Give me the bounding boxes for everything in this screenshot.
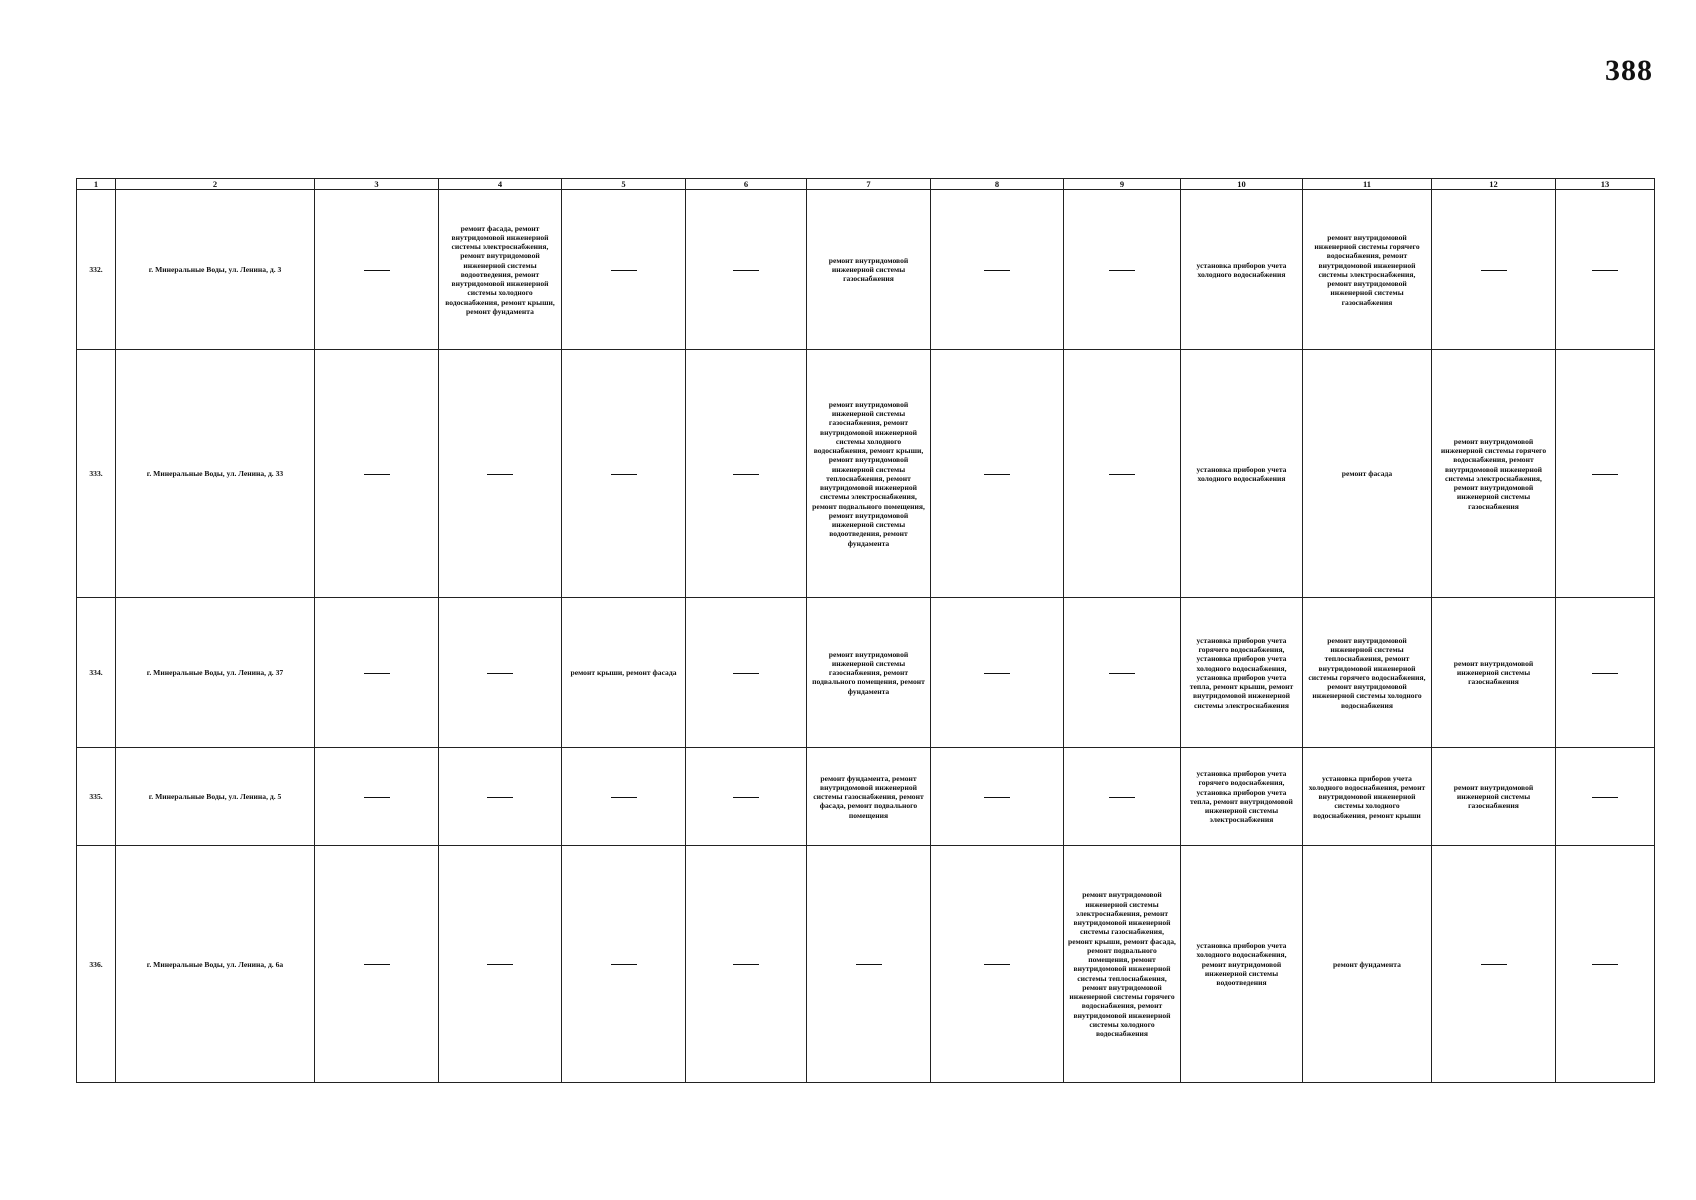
dash-mark bbox=[1592, 270, 1618, 271]
column-header: 11 bbox=[1303, 179, 1432, 190]
dash-mark bbox=[984, 964, 1010, 965]
empty-cell bbox=[562, 748, 686, 846]
empty-cell bbox=[1064, 350, 1181, 598]
work-description-cell: установка приборов учета холодного водоснабжения, ремонт внутридомовой инженерной системы холодного водоснабжения, ремонт крыши bbox=[1303, 748, 1432, 846]
address-cell: г. Минеральные Воды, ул. Ленина, д. 33 bbox=[116, 350, 315, 598]
empty-cell bbox=[1064, 598, 1181, 748]
dash-mark bbox=[364, 270, 390, 271]
work-description-cell: ремонт внутридомовой инженерной системы горячего водоснабжения, ремонт внутридомовой инженерной системы электроснабжения, ремонт внутридомовой инженерной системы газоснабжения bbox=[1432, 350, 1556, 598]
empty-cell bbox=[315, 846, 439, 1083]
empty-cell bbox=[931, 846, 1064, 1083]
column-header: 3 bbox=[315, 179, 439, 190]
dash-mark bbox=[1481, 964, 1507, 965]
empty-cell bbox=[315, 598, 439, 748]
row-number: 334. bbox=[77, 598, 116, 748]
dash-mark bbox=[1592, 964, 1618, 965]
column-header: 5 bbox=[562, 179, 686, 190]
work-description-cell: ремонт внутридомовой инженерной системы теплоснабжения, ремонт внутридомовой инженерной системы горячего водоснабжения, ремонт внутридомовой инженерной системы холодного водоснабжения bbox=[1303, 598, 1432, 748]
dash-mark bbox=[611, 474, 637, 475]
empty-cell bbox=[1432, 846, 1556, 1083]
dash-mark bbox=[1109, 797, 1135, 798]
column-header: 4 bbox=[439, 179, 562, 190]
repair-schedule-table bbox=[76, 178, 1655, 1083]
row-number: 332. bbox=[77, 190, 116, 350]
dash-mark bbox=[364, 673, 390, 674]
empty-cell bbox=[1432, 190, 1556, 350]
dash-mark bbox=[733, 797, 759, 798]
empty-cell bbox=[931, 598, 1064, 748]
column-header: 2 bbox=[116, 179, 315, 190]
empty-cell bbox=[439, 748, 562, 846]
column-header: 13 bbox=[1556, 179, 1655, 190]
work-description-cell: ремонт фасада bbox=[1303, 350, 1432, 598]
table-row bbox=[77, 748, 1655, 846]
empty-cell bbox=[439, 598, 562, 748]
dash-mark bbox=[364, 797, 390, 798]
work-description-cell: ремонт внутридомовой инженерной системы газоснабжения bbox=[807, 190, 931, 350]
empty-cell bbox=[562, 350, 686, 598]
address-cell: г. Минеральные Воды, ул. Ленина, д. 5 bbox=[116, 748, 315, 846]
empty-cell bbox=[562, 190, 686, 350]
work-description-cell: ремонт внутридомовой инженерной системы электроснабжения, ремонт внутридомовой инженерной системы газоснабжения, ремонт крыши, ремонт фасада, ремонт подвального помещения, ремонт внутридомовой инженерной системы теплоснабжения, ремонт внутридомовой инженерной системы горячего водоснабжения, ремонт внутридомовой инженерной системы холодного водоснабжения bbox=[1064, 846, 1181, 1083]
empty-cell bbox=[686, 190, 807, 350]
empty-cell bbox=[439, 846, 562, 1083]
dash-mark bbox=[487, 797, 513, 798]
empty-cell bbox=[686, 846, 807, 1083]
work-description-cell: ремонт внутридомовой инженерной системы газоснабжения bbox=[1432, 748, 1556, 846]
dash-mark bbox=[1592, 797, 1618, 798]
column-header: 7 bbox=[807, 179, 931, 190]
dash-mark bbox=[364, 474, 390, 475]
empty-cell bbox=[686, 350, 807, 598]
column-header: 12 bbox=[1432, 179, 1556, 190]
row-number: 335. bbox=[77, 748, 116, 846]
empty-cell bbox=[1556, 846, 1655, 1083]
dash-mark bbox=[611, 964, 637, 965]
work-description-cell: установка приборов учета холодного водоснабжения, ремонт внутридомовой инженерной системы водоотведения bbox=[1181, 846, 1303, 1083]
empty-cell bbox=[315, 350, 439, 598]
address-cell: г. Минеральные Воды, ул. Ленина, д. 37 bbox=[116, 598, 315, 748]
row-number: 336. bbox=[77, 846, 116, 1083]
work-description-cell: ремонт крыши, ремонт фасада bbox=[562, 598, 686, 748]
work-description-cell: ремонт внутридомовой инженерной системы газоснабжения, ремонт подвального помещения, ремонт фундамента bbox=[807, 598, 931, 748]
empty-cell bbox=[315, 748, 439, 846]
page-number: 388 bbox=[1605, 54, 1653, 87]
dash-mark bbox=[611, 797, 637, 798]
work-description-cell: ремонт фундамента bbox=[1303, 846, 1432, 1083]
empty-cell bbox=[807, 846, 931, 1083]
empty-cell bbox=[931, 350, 1064, 598]
dash-mark bbox=[984, 797, 1010, 798]
empty-cell bbox=[1556, 190, 1655, 350]
dash-mark bbox=[856, 964, 882, 965]
dash-mark bbox=[1592, 673, 1618, 674]
work-description-cell: ремонт фасада, ремонт внутридомовой инженерной системы электроснабжения, ремонт внутридомовой инженерной системы водоотведения, ремонт внутридомовой инженерной системы холодного водоснабжения, ремонт крыши, ремонт фундамента bbox=[439, 190, 562, 350]
dash-mark bbox=[984, 474, 1010, 475]
empty-cell bbox=[1556, 598, 1655, 748]
dash-mark bbox=[733, 474, 759, 475]
table-row bbox=[77, 350, 1655, 598]
dash-mark bbox=[1109, 474, 1135, 475]
dash-mark bbox=[733, 673, 759, 674]
empty-cell bbox=[1064, 190, 1181, 350]
column-header: 6 bbox=[686, 179, 807, 190]
empty-cell bbox=[1556, 350, 1655, 598]
empty-cell bbox=[686, 598, 807, 748]
dash-mark bbox=[611, 270, 637, 271]
column-number-header bbox=[77, 179, 1655, 190]
empty-cell bbox=[1064, 748, 1181, 846]
column-header: 9 bbox=[1064, 179, 1181, 190]
work-description-cell: ремонт внутридомовой инженерной системы газоснабжения, ремонт внутридомовой инженерной системы холодного водоснабжения, ремонт крыши, ремонт внутридомовой инженерной системы теплоснабжения, ремонт внутридомовой инженерной системы электроснабжения, ремонт подвального помещения, ремонт внутридомовой инженерной системы водоотведения, ремонт фундамента bbox=[807, 350, 931, 598]
work-description-cell: установка приборов учета холодного водоснабжения bbox=[1181, 350, 1303, 598]
address-cell: г. Минеральные Воды, ул. Ленина, д. 3 bbox=[116, 190, 315, 350]
dash-mark bbox=[1481, 270, 1507, 271]
empty-cell bbox=[315, 190, 439, 350]
empty-cell bbox=[1556, 748, 1655, 846]
dash-mark bbox=[984, 673, 1010, 674]
empty-cell bbox=[439, 350, 562, 598]
column-header: 1 bbox=[77, 179, 116, 190]
dash-mark bbox=[487, 474, 513, 475]
empty-cell bbox=[931, 748, 1064, 846]
dash-mark bbox=[733, 270, 759, 271]
table-row bbox=[77, 190, 1655, 350]
dash-mark bbox=[1109, 673, 1135, 674]
dash-mark bbox=[1592, 474, 1618, 475]
dash-mark bbox=[364, 964, 390, 965]
work-description-cell: установка приборов учета горячего водоснабжения, установка приборов учета тепла, ремонт внутридомовой инженерной системы электроснабжения bbox=[1181, 748, 1303, 846]
table-row bbox=[77, 846, 1655, 1083]
dash-mark bbox=[1109, 270, 1135, 271]
column-header: 10 bbox=[1181, 179, 1303, 190]
row-number: 333. bbox=[77, 350, 116, 598]
dash-mark bbox=[984, 270, 1010, 271]
empty-cell bbox=[686, 748, 807, 846]
work-description-cell: установка приборов учета горячего водоснабжения, установка приборов учета холодного водоснабжения, установка приборов учета тепла, ремонт крыши, ремонт внутридомовой инженерной системы электроснабжения bbox=[1181, 598, 1303, 748]
dash-mark bbox=[487, 964, 513, 965]
empty-cell bbox=[931, 190, 1064, 350]
work-description-cell: ремонт внутридомовой инженерной системы горячего водоснабжения, ремонт внутридомовой инженерной системы электроснабжения, ремонт внутридомовой инженерной системы газоснабжения bbox=[1303, 190, 1432, 350]
empty-cell bbox=[562, 846, 686, 1083]
address-cell: г. Минеральные Воды, ул. Ленина, д. 6а bbox=[116, 846, 315, 1083]
table-row bbox=[77, 598, 1655, 748]
column-header: 8 bbox=[931, 179, 1064, 190]
dash-mark bbox=[487, 673, 513, 674]
dash-mark bbox=[733, 964, 759, 965]
work-description-cell: установка приборов учета холодного водоснабжения bbox=[1181, 190, 1303, 350]
work-description-cell: ремонт внутридомовой инженерной системы газоснабжения bbox=[1432, 598, 1556, 748]
work-description-cell: ремонт фундамента, ремонт внутридомовой инженерной системы газоснабжения, ремонт фасада, ремонт подвального помещения bbox=[807, 748, 931, 846]
